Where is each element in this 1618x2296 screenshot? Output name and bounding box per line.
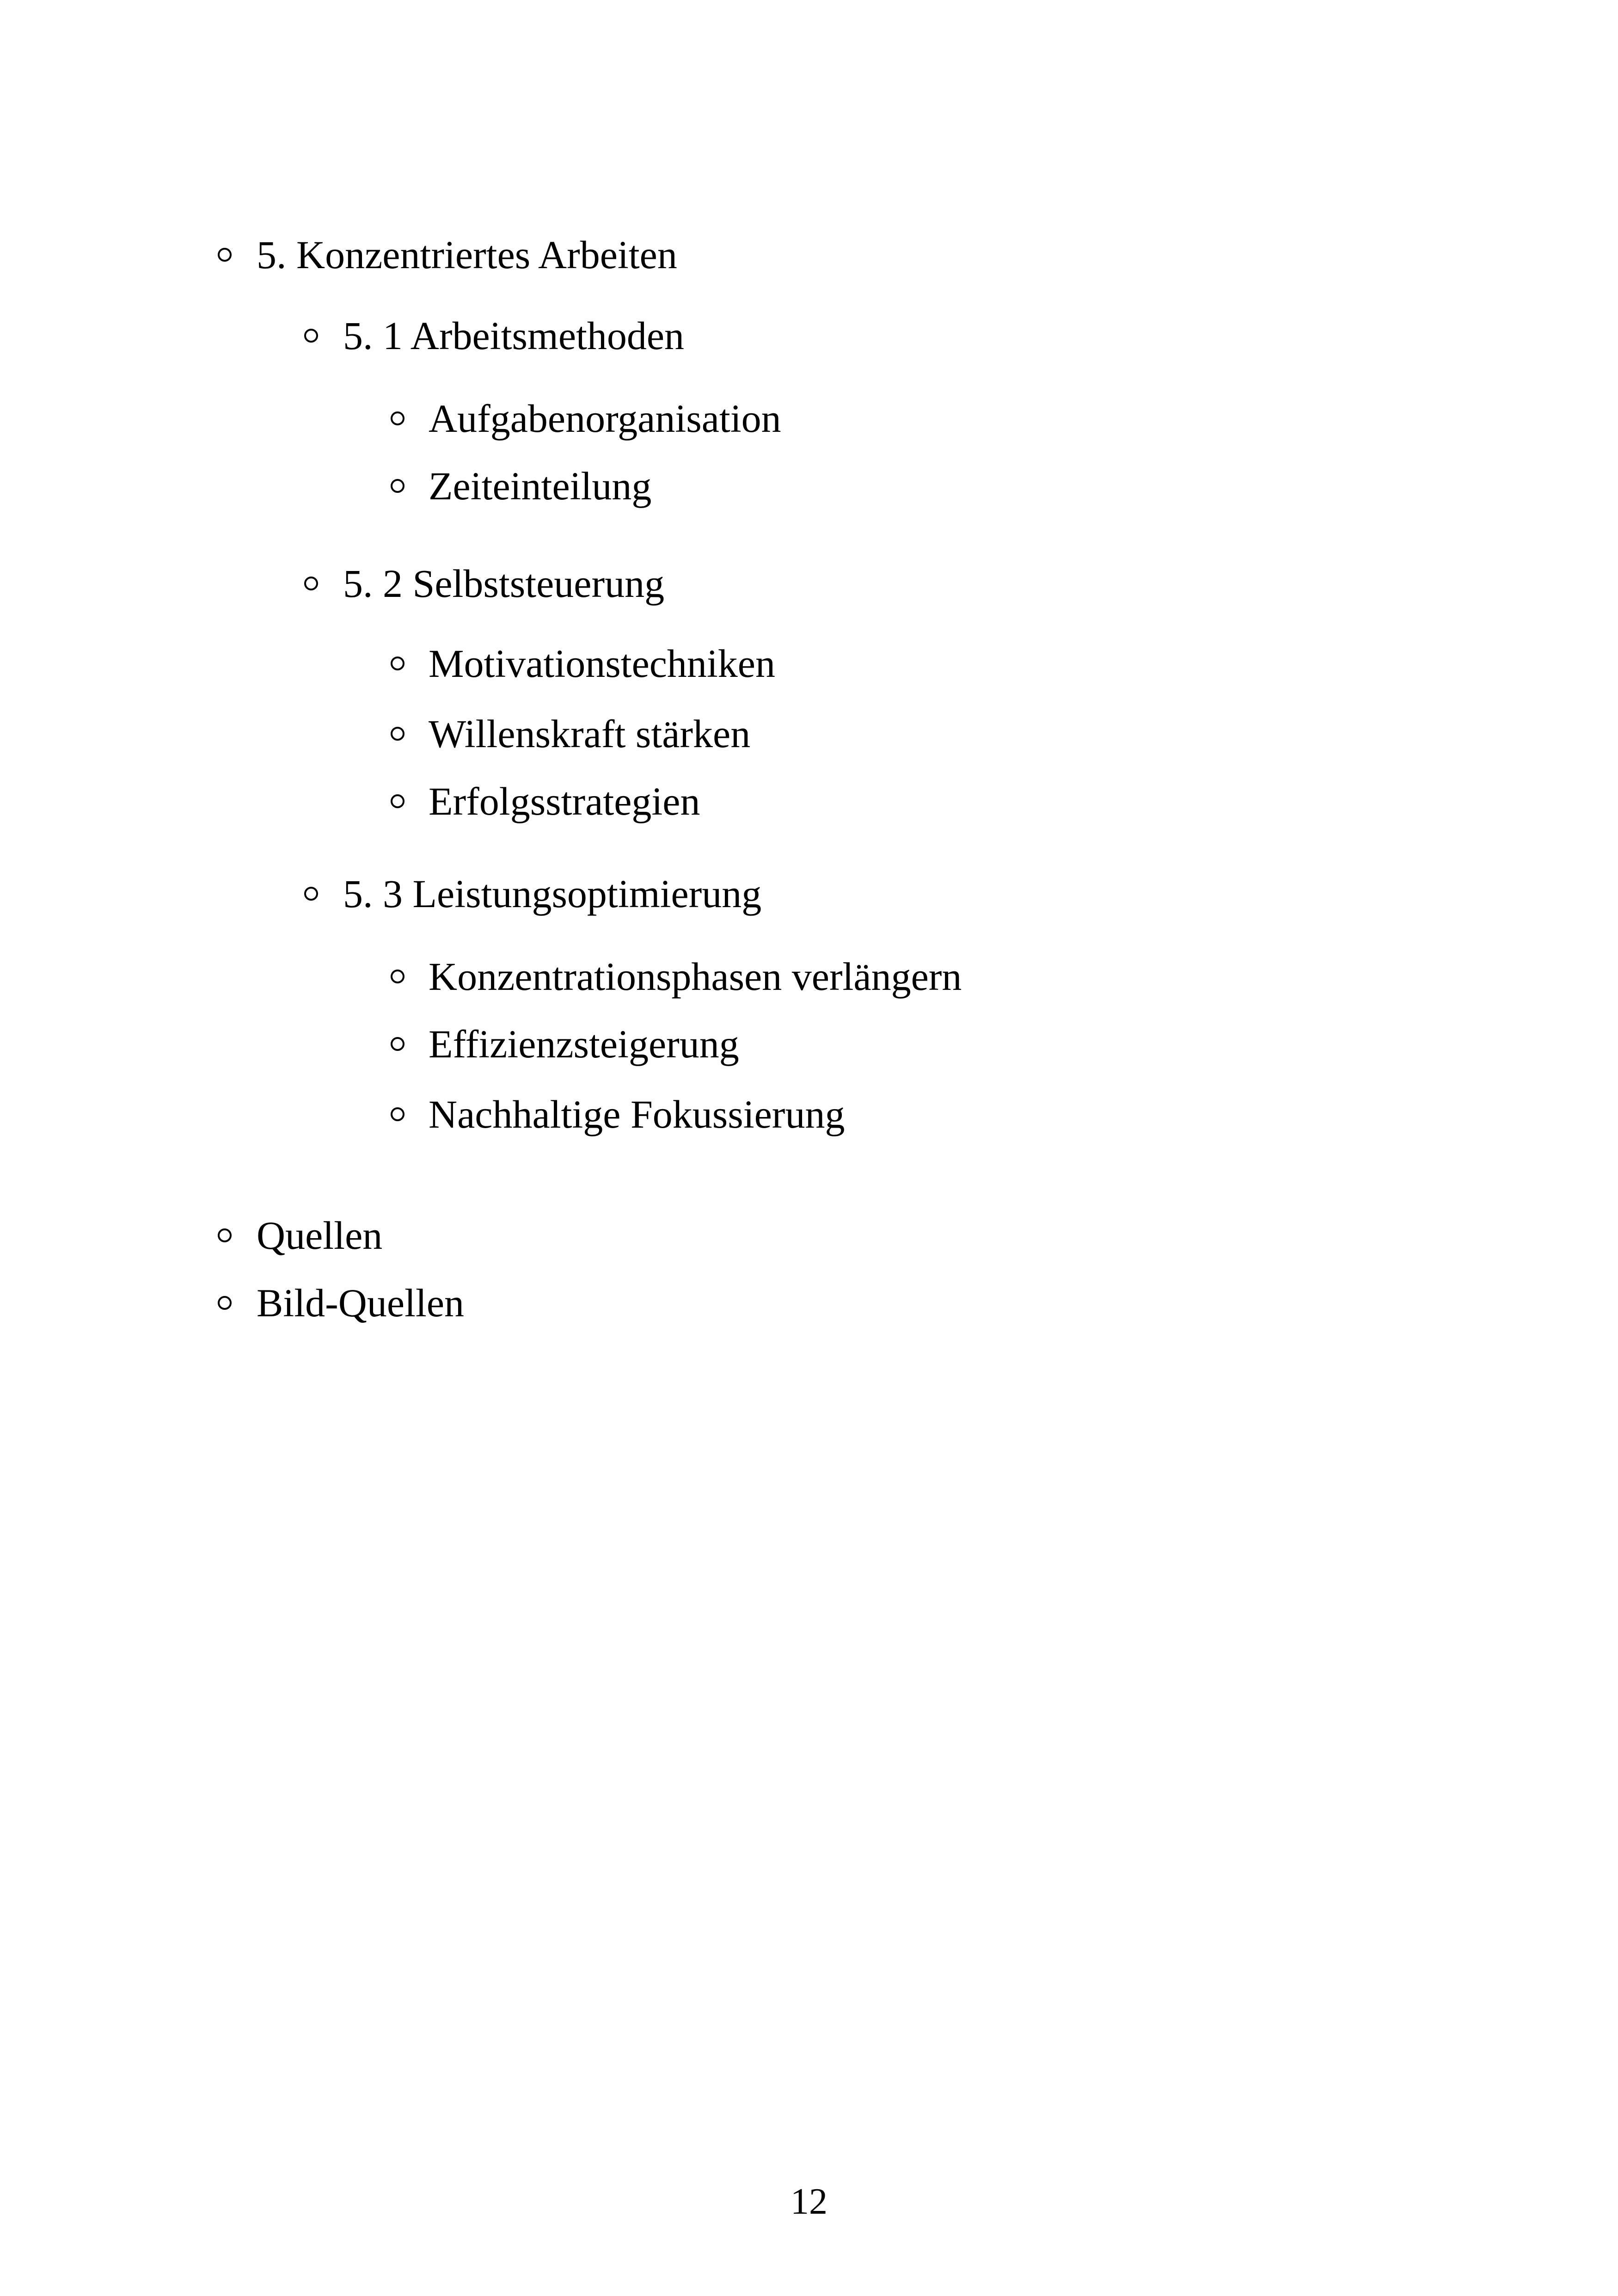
outline-item-5-1-b: Zeiteinteilung	[429, 464, 652, 508]
hollow-circle-icon	[391, 479, 404, 493]
hollow-circle-icon	[304, 577, 318, 590]
hollow-circle-icon	[391, 411, 404, 425]
outline-item-section-5: 5. Konzentriertes Arbeiten	[257, 233, 677, 277]
outline-item-5-2-c: Erfolgsstrategien	[429, 779, 700, 823]
hollow-circle-icon	[391, 1107, 404, 1121]
hollow-circle-icon	[391, 727, 404, 741]
outline-item-5-3: 5. 3 Leistungsoptimierung	[343, 872, 762, 916]
outline-item-sources: Quellen	[257, 1213, 383, 1258]
page-number: 12	[791, 2181, 827, 2222]
hollow-circle-icon	[391, 794, 404, 808]
outline-item-5-2: 5. 2 Selbststeuerung	[343, 561, 665, 606]
hollow-circle-icon	[218, 1296, 232, 1310]
outline-item-5-2-b: Willenskraft stärken	[429, 712, 751, 756]
hollow-circle-icon	[391, 970, 404, 983]
outline-item-5-1-a: Aufgabenorganisation	[429, 396, 781, 441]
outline-item-image-sources: Bild-Quellen	[257, 1281, 465, 1325]
outline-item-5-1: 5. 1 Arbeitsmethoden	[343, 313, 685, 358]
hollow-circle-icon	[218, 248, 232, 262]
hollow-circle-icon	[304, 329, 318, 343]
hollow-circle-icon	[391, 1037, 404, 1051]
outline-item-5-3-b: Effizienzsteigerung	[429, 1022, 739, 1066]
hollow-circle-icon	[391, 657, 404, 670]
hollow-circle-icon	[218, 1228, 232, 1242]
outline-item-5-2-a: Motivationstechniken	[429, 641, 775, 686]
outline-item-5-3-c: Nachhaltige Fokussierung	[429, 1092, 845, 1136]
hollow-circle-icon	[304, 887, 318, 901]
outline-item-5-3-a: Konzentrationsphasen verlängern	[429, 954, 962, 999]
